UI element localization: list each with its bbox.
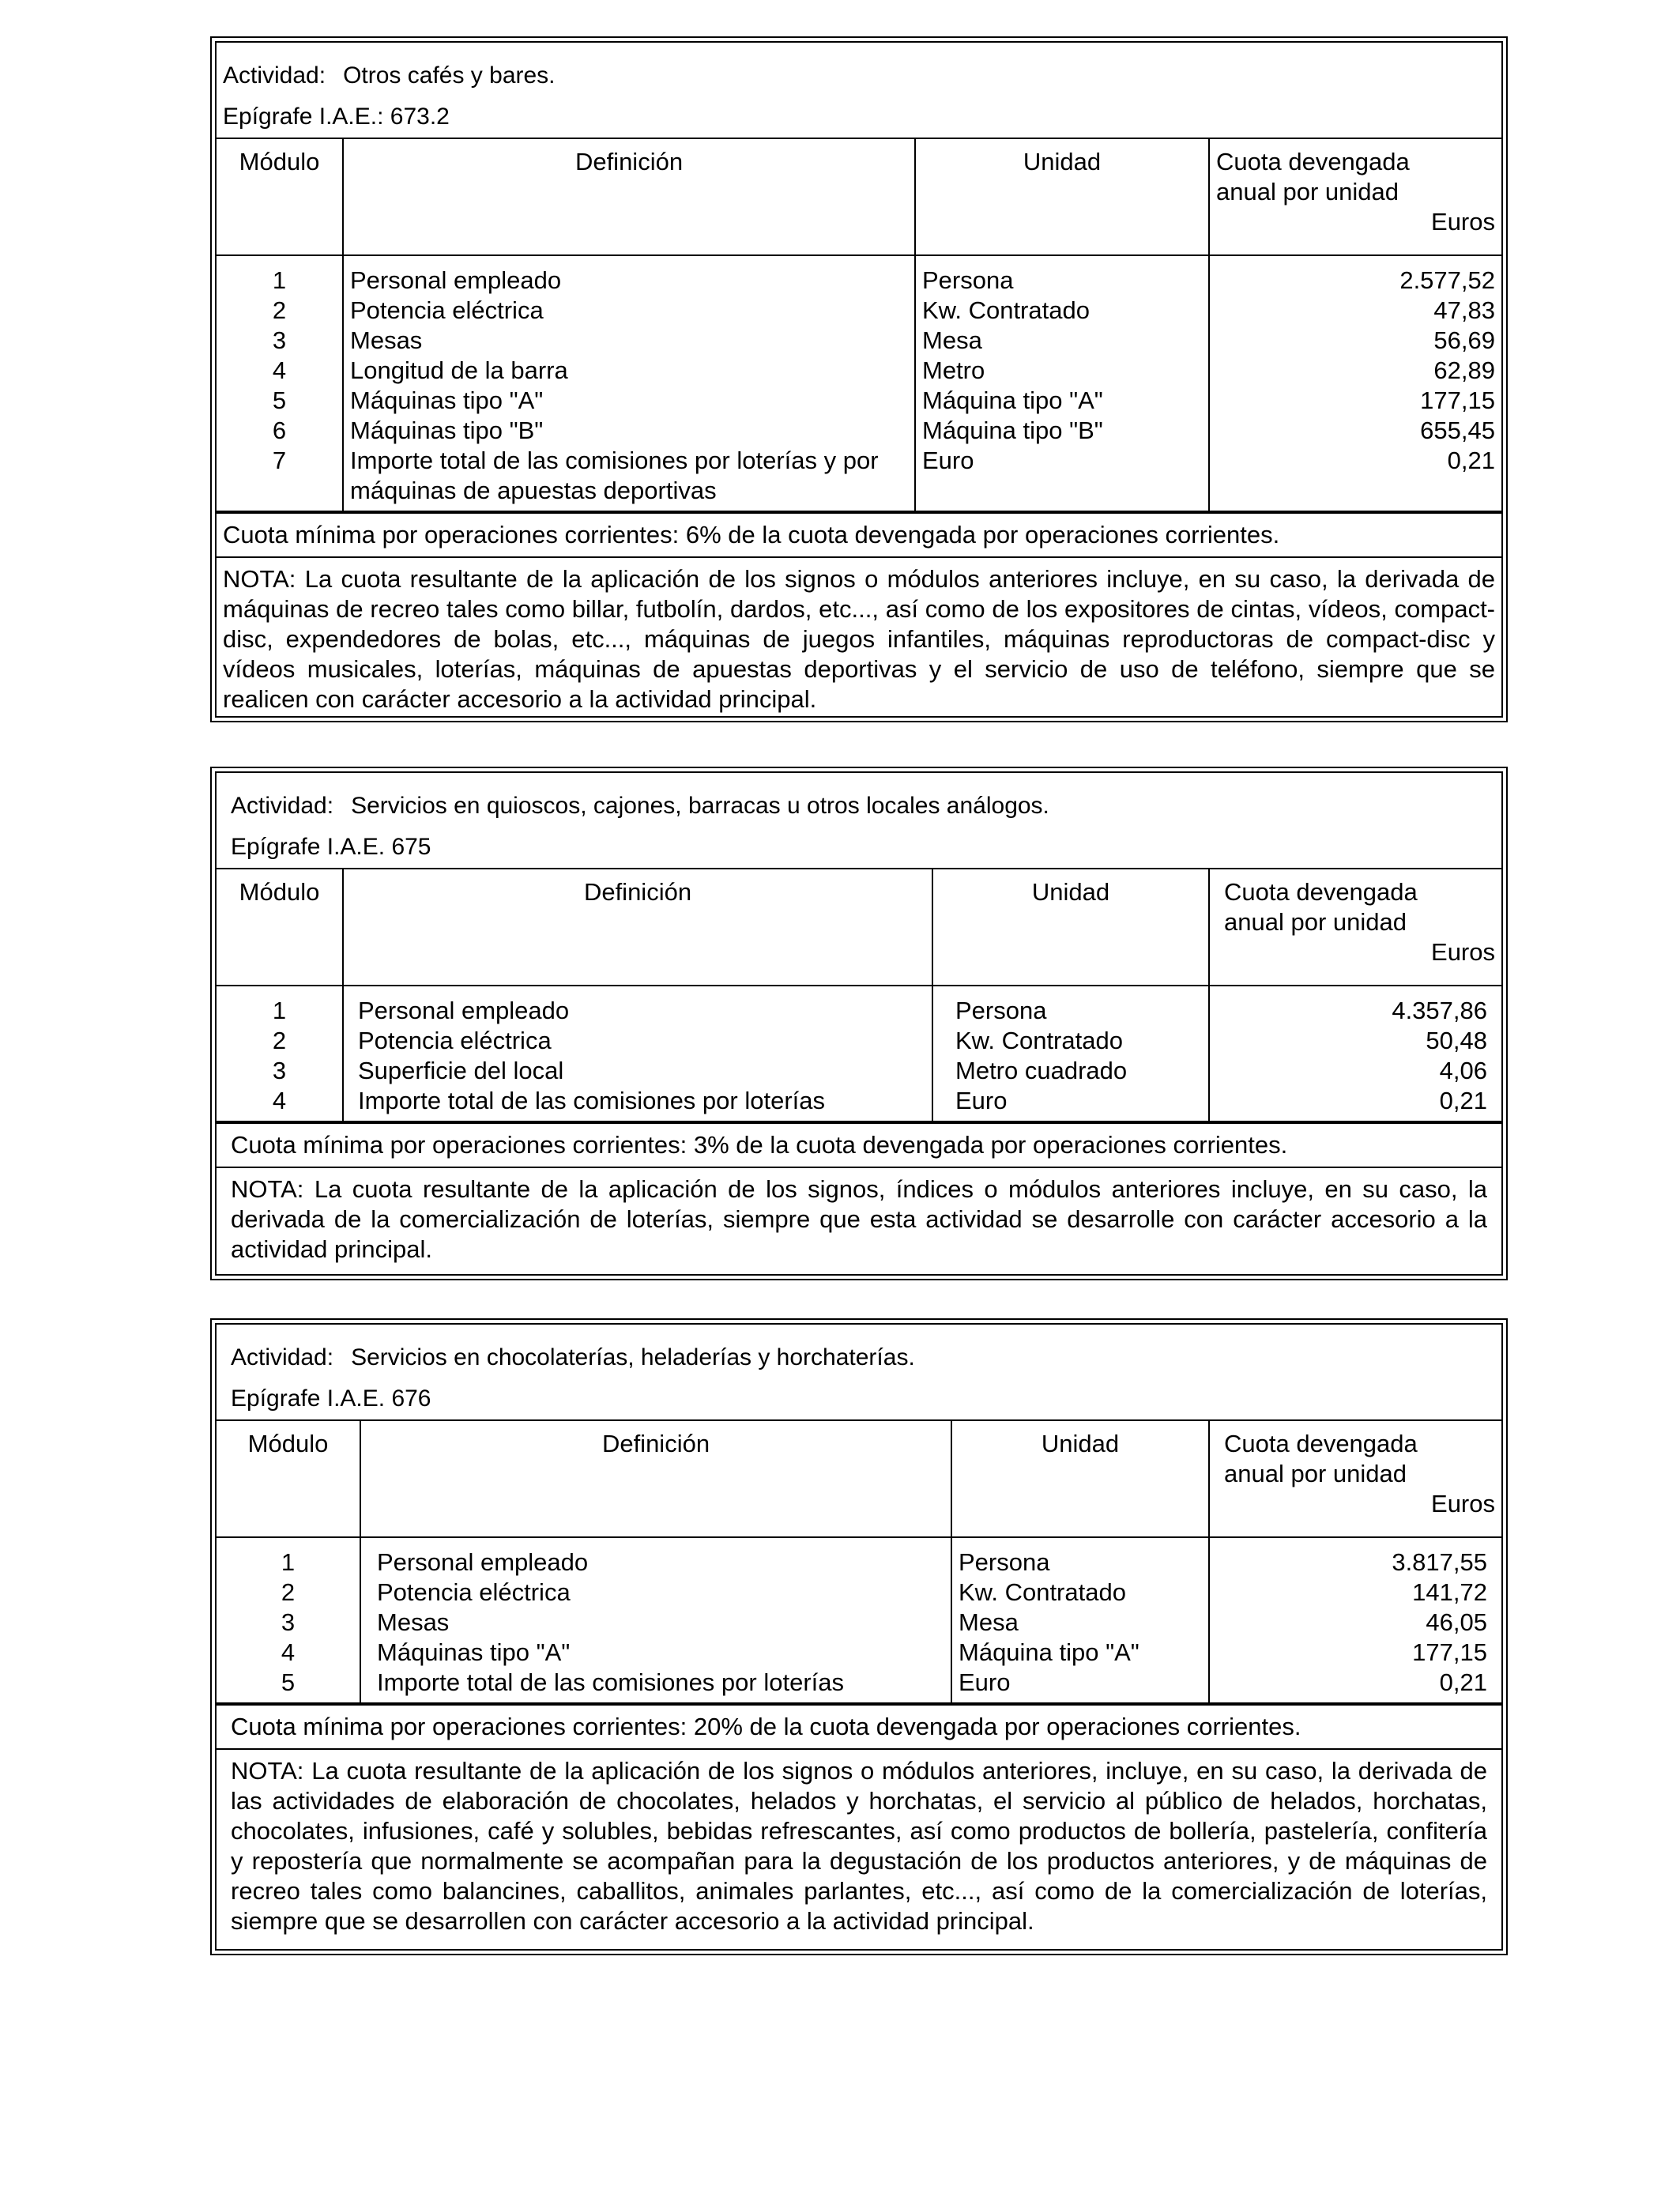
module-units: Persona Kw. Contratado Mesa Metro Máquina tipo "A" Máquina tipo "B" Euro bbox=[915, 255, 1209, 511]
activity-label: Actividad: bbox=[223, 62, 326, 89]
header-unidad: Unidad bbox=[915, 138, 1209, 255]
activity-line bbox=[223, 55, 1495, 96]
cuota-minima: Cuota mínima por operaciones corrientes: 20% de la cuota devengada por operaciones corrientes. bbox=[217, 1704, 1501, 1748]
module-numbers: 1 2 3 4 bbox=[217, 986, 343, 1122]
modules-table bbox=[217, 868, 1501, 1122]
modules-table bbox=[217, 138, 1501, 512]
module-numbers: 1 2 3 4 5 6 7 bbox=[217, 255, 343, 511]
cuota-minima: Cuota mínima por operaciones corrientes: 6% de la cuota devengada por operaciones corrientes. bbox=[217, 512, 1501, 556]
activity-label: Actividad: bbox=[231, 793, 334, 819]
activity-box-inner bbox=[215, 771, 1503, 1276]
activity-box-675 bbox=[210, 767, 1508, 1280]
header-modulo: Módulo bbox=[217, 1420, 360, 1537]
header-cuota: Cuota devengada anual por unidad Euros bbox=[1209, 138, 1501, 255]
module-definitions: Personal empleado Potencia eléctrica Superficie del local Importe total de las comisiones por loterías bbox=[343, 986, 932, 1122]
header-definicion: Definición bbox=[343, 869, 932, 986]
nota: NOTA: La cuota resultante de la aplicación de los signos, índices o módulos anteriores incluye, en su caso, la derivada de la comercialización de loterías, siempre que esta actividad se desarrolle con carácter accesorio a la actividad principal. bbox=[217, 1167, 1501, 1271]
module-cuotas: 2.577,52 47,83 56,69 62,89 177,15 655,45 0,21 bbox=[1209, 255, 1501, 511]
epigrafe: Epígrafe I.A.E. 675 bbox=[231, 834, 431, 860]
header-cuota: Cuota devengada anual por unidad Euros bbox=[1209, 1420, 1501, 1537]
module-definitions: Personal empleado Potencia eléctrica Mesas Máquinas tipo "A" Importe total de las comisiones por loterías bbox=[360, 1537, 951, 1703]
module-numbers: 1 2 3 4 5 bbox=[217, 1537, 360, 1703]
activity-header bbox=[217, 43, 1501, 138]
header-unidad: Unidad bbox=[951, 1420, 1209, 1537]
modules-table bbox=[217, 1419, 1501, 1704]
activity-name: Servicios en quioscos, cajones, barracas u otros locales análogos. bbox=[351, 793, 1049, 819]
activity-header bbox=[217, 773, 1501, 868]
header-modulo: Módulo bbox=[217, 138, 343, 255]
activity-line bbox=[231, 786, 1495, 827]
module-definitions: Personal empleado Potencia eléctrica Mesas Longitud de la barra Máquinas tipo "A" Máquinas tipo "B" Importe total de las comisiones por loterías y por máquinas de apuestas deportivas bbox=[343, 255, 915, 511]
module-units: Persona Kw. Contratado Metro cuadrado Euro bbox=[932, 986, 1209, 1122]
activity-box-673-2 bbox=[210, 36, 1508, 722]
nota: NOTA: La cuota resultante de la aplicación de los signos o módulos anteriores incluye, en su caso, la derivada de máquinas de recreo tales como billar, futbolín, dardos, etc..., así como de los expositores de cintas, vídeos, compact-disc, expendedores de bolas, etc..., máquinas de juegos infantiles, máquinas reproductoras de compact-disc y vídeos musicales, loterías, máquinas de apuestas deportivas y el servicio de uso de teléfono, siempre que se realicen con carácter accesorio a la actividad principal. bbox=[217, 556, 1501, 721]
activity-box-676 bbox=[210, 1318, 1508, 1955]
activity-label: Actividad: bbox=[231, 1344, 334, 1370]
activity-box-inner bbox=[215, 1323, 1503, 1951]
activity-name: Servicios en chocolaterías, heladerías y horchaterías. bbox=[351, 1344, 915, 1370]
module-units: Persona Kw. Contratado Mesa Máquina tipo "A" Euro bbox=[951, 1537, 1209, 1703]
header-unidad: Unidad bbox=[932, 869, 1209, 986]
header-modulo: Módulo bbox=[217, 869, 343, 986]
activity-name: Otros cafés y bares. bbox=[343, 62, 556, 89]
activity-box-inner bbox=[215, 41, 1503, 718]
epigrafe: Epígrafe I.A.E.: 673.2 bbox=[223, 104, 450, 130]
activity-header bbox=[217, 1325, 1501, 1419]
header-definicion: Definición bbox=[343, 138, 915, 255]
header-definicion: Definición bbox=[360, 1420, 951, 1537]
epigrafe: Epígrafe I.A.E. 676 bbox=[231, 1385, 431, 1412]
nota: NOTA: La cuota resultante de la aplicación de los signos o módulos anteriores, incluye, en su caso, la derivada de las actividades de elaboración de chocolates, helados y horchatas, el servicio al público de helados, horchatas, chocolates, infusiones, café y solubles, bebidas refrescantes, así como productos de bollería, pastelería, confitería y repostería que normalmente se acompañan para la degustación de los productos anteriores, y de máquinas de recreo tales como balancines, caballitos, animales parlantes, etc..., así como de la comercialización de loterías, siempre que se desarrollen con carácter accesorio a la actividad principal. bbox=[217, 1748, 1501, 1943]
module-cuotas: 3.817,55 141,72 46,05 177,15 0,21 bbox=[1209, 1537, 1501, 1703]
header-cuota: Cuota devengada anual por unidad Euros bbox=[1209, 869, 1501, 986]
cuota-minima: Cuota mínima por operaciones corrientes: 3% de la cuota devengada por operaciones corrientes. bbox=[217, 1122, 1501, 1167]
activity-line bbox=[231, 1337, 1495, 1378]
module-cuotas: 4.357,86 50,48 4,06 0,21 bbox=[1209, 986, 1501, 1122]
